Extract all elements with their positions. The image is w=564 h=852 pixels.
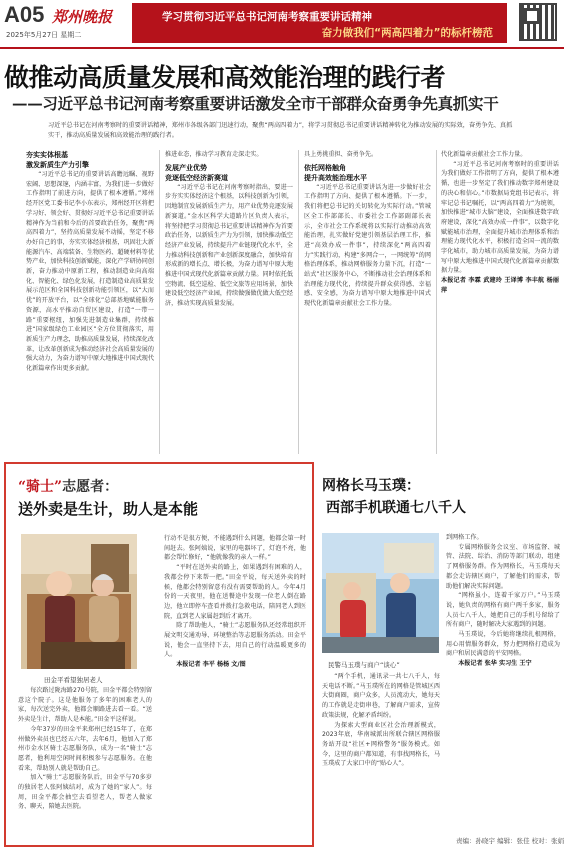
paragraph: 为探索大型商业区社会治理新模式，2023年底，华南城派出所联合辖区网格服务站开设“社区+网格警务”服务模式。如今，这里的商户都知道，有事找网格长，马玉璞成了大家口中的“贴心人”。: [322, 721, 440, 768]
article-column-4: [441, 150, 559, 456]
section-heading: 竞逐低空经济新赛道: [165, 173, 228, 182]
paragraph: 代化新篇章贡献社会工作力量。: [441, 151, 527, 158]
photo-illustration: [21, 534, 137, 669]
article-column-3: [304, 150, 431, 456]
story-column-2: [446, 533, 560, 833]
qr-code-icon[interactable]: [519, 3, 557, 41]
paragraph: 推进业态，推动学习教育走深走实。: [165, 151, 263, 158]
masthead: [0, 0, 564, 46]
page-subheadline: ——习近平总书记河南考察重要讲话激发全市干部群众奋勇争先真抓实干: [12, 94, 499, 113]
paragraph: “习近平总书记在河南考察时指出，要进一步夯实实体经济这个根基，以科技创新为引领，因地制宜发展新质生产力，用产业优势竞逐发展新赛道。”金水区科学大道路片区负责人表示，将坚持把学习贯彻总书记重要讲话精神作为首要政治任务，以新质生产力为引领，加快推动低空经济产业发展，持续提升产业链现代化水平，全力推动科技创新和产业创新深度融合，加快培育形成新的增长点、增长极，为奋力谱写中原大地推进中国式现代化新篇章贡献力量。同时依托低空物流、低空巡检、低空文旅等应用场景，加快建设低空经济产业园，持续做强做优做大低空经济，推动实现高质量发展。: [165, 183, 293, 308]
column-divider: [436, 150, 437, 454]
paragraph: “平时在送外卖的路上，如果遇到有困难的人，我都会停下来帮一把。”田金平说，每天送外卖的时候，他都会特别留意有没有需要帮助的人。今年4月份的一天夜里，他在送餐途中发现一位老人倒在路边，他立即停车查看并拨打急救电话，陪同老人到医院，直到老人家属赶到后才离开。: [164, 564, 306, 620]
grid-leader-photo: [322, 533, 439, 653]
banner-line-2: 奋力做我们“两高四着力”的标杆榜范: [321, 27, 493, 39]
photo-illustration: [322, 533, 439, 653]
byline: 本报记者 张华 实习生 王宁: [458, 660, 532, 668]
section-heading: 夯实实体根基: [26, 151, 68, 159]
section-heading: 激发新质生产力引擎: [26, 161, 89, 169]
paragraph: 除了帮助他人，“骑士”志愿服务队还经常组织开展文明交通劝导、环境整治等志愿服务活动。田金平说，他会一直坚持下去，用自己的行动温暖更多的人。: [164, 622, 306, 659]
section-heading: 发展产业优势: [165, 163, 207, 172]
section-heading: 依托网格触角: [304, 163, 346, 172]
paragraph: “习近平总书记重要讲话为进一步做好社会工作指明了方向、提供了根本遵循。下一步，我们将把总书记的关切转化为实际行动。”管城区全工作部部长、市委社会工作部副部长表示，全市社会工作系统将以实际行动推动高效能治理，扎实做好党建引领基层治理工作，推进“高效办成一件事”，持续深化“两高四着力”实践行动，构建“多网合一，一网统筹”的网格治理体系，推动网格服务力量下沉，打造“一站式”社区服务中心，不断推动社会治理体系和治理能力现代化，持续提升群众获得感、幸福感、安全感，为奋力谱写中原大地推进中国式现代化新篇章贡献社会工作力量。: [304, 183, 431, 308]
story-column-2: [164, 534, 306, 844]
banner-line-1: 学习贯彻习近平总书记河南考察重要讲话精神: [162, 11, 372, 23]
editor-credits: 责编：孙晓宇 编辑：张佳 校对：张娟: [456, 837, 564, 845]
paragraph: 专属网格服务会议室、市场监督、城管、法院、综治、消防等部门联动，组建了网格服务群。作为网格长，马玉璞每天都会走访辖区商户，了解他们的需求，帮助他们解决实际问题。: [446, 543, 560, 590]
masthead-rule: [0, 47, 564, 49]
page-number: A05: [4, 2, 45, 27]
paragraph: 行动不是很方便，不能遇到什么问题，他都会第一时间赶去。张阿姨说，家里的电器坏了，灯泡不亮，他都会帮忙修好，“他就像我的亲人一样。”: [164, 535, 306, 562]
paragraph: “习近平总书记河南考察时的重要讲话为我们做好工作指明了方向，提供了根本遵循，也进一步坚定了我们推动数字郑州建设的决心和信心。”市数据局党组书记表示，将牢记总书记嘱托，以“两高四着力”为统领，加快推进“城市大脑”建设，全面推进数字政府建设，深化“高效办成一件事”，以数字化赋能城市治理，全面提升城市治理体系和治理能力现代化水平，积极打造全国一流的数字化城市，助力城市高质量发展，为奋力谱写中原大地推进中国式现代化新篇章贡献数据力量。: [441, 160, 559, 275]
story-kicker: [18, 476, 118, 496]
paragraph: 加入“骑士”志愿服务队后，田金平与70多岁的独居老人张阿姨结对，成为了她的“家人”。每周，田金平都会抽空去看望老人，帮老人做家务、聊天，陪她去医院。: [18, 774, 152, 811]
paragraph: 每次路过陇海路270号院，田金平都会特别留意这个院子。这是他服务了多年的困难老人的家，每次送完外卖，他都会顺路进去看一看。“送外卖是生计，帮助人是本能。”田金平这样说。: [18, 687, 152, 724]
page-headline: 做推动高质量发展和高效能治理的践行者: [4, 63, 446, 92]
lead-paragraph: 习近平总书记在河南考察时的重要讲话精神，郑州市各级各部门迅速行动，聚焦“两高四着力”，将学习贯彻总书记重要讲话精神转化为推动发展的实际效，奋勇争先、真抓实干，推动高质量发展和高效能治理的践行者。: [48, 122, 513, 139]
byline: 本报记者 李平 杨杨 文/图: [176, 661, 246, 669]
article-column-2: [165, 150, 293, 456]
paragraph: “习近平总书记的重要讲话高瞻远瞩、视野宏阔、思想深邃，内涵丰富，为我们进一步做好工作指明了前进方向，提供了根本遵循。”郑州经开区党工委书记李小东表示，郑州经开区将把学习好、领会好、贯彻好习近平总书记重要讲话精神作为当前和今后的首要政治任务，聚焦“两高四着力”，坚持高质量发展不动摇，坚定不移办好自己的事，夯实实体经济根基，巩固壮大新能源汽车、高端装备、生物医药、超硬材料等优势产业，加快科技创新赋能，深化产学研协同创新，奋力推动中原新工程，推动制造业向高端化、智能化、绿色化发展，打造制造业高质量发展示范区和全国科技创新功能引领区，以“大而优”的开放平台，以“全球化”总部基地赋能服务资源，高水平推动自贸区建设，打造“一带一路”重要枢纽，加强先进制造业集群，持续推进“国家级绿色工业园区”全方位贯彻落实，用新质生产力理念，助推高质量发展，持续深化改革，让改革创新成为推动经济社会高质量发展的强大动力，为奋力谱写中原大地推进中国式现代化新篇章作出更多贡献。: [26, 171, 154, 373]
story-column-1: [18, 686, 152, 844]
story-title: 西部手机联通七八千人: [326, 500, 466, 516]
paragraph: “两个手机，通讯录一共七八千人，每天电话不断。”马玉璞所在的网格是管城区西大街商圈，商户众多，人员流动大，她每天的工作就是走街串巷，了解商户需求，宣传政策法规，化解矛盾纠纷。: [322, 673, 440, 719]
paragraph: 到网格工作。: [446, 534, 483, 541]
story-rider-volunteer: [4, 462, 314, 847]
paragraph: “网格虽小，连着千家万户。”马玉璞说，她负责的网格有商户两千多家，服务人员七八千人，她把自己的手机号留给了所有商户，随时解决大家遇到的问题。: [446, 592, 560, 629]
column-divider: [298, 150, 299, 454]
kicker-rest: 志愿者：: [62, 479, 119, 495]
paragraph: 马玉璞说，今后她将继续扎根网格，用心用情服务群众，努力把网格打造成为商户和居民满意的平安网格。: [446, 631, 560, 658]
story-title: 送外卖是生计，助人是本能: [18, 500, 199, 518]
section-heading: 提升高效能治理水平: [304, 173, 367, 182]
newspaper-logo: 郑州晚报: [52, 8, 113, 26]
theme-banner: [132, 3, 507, 43]
photo-caption: 田金平看望独居老人: [44, 676, 103, 684]
volunteer-photo: [21, 534, 137, 669]
column-divider: [159, 150, 160, 454]
paragraph: 具上勇挑重担、奋勇争先。: [304, 151, 378, 158]
kicker-quote: “骑士”: [18, 479, 63, 495]
issue-date: 2025年5月27日 星期二: [6, 31, 82, 39]
byline: 本报记者 李霖 武建玲 王译博 李丰航 杨丽萍: [441, 277, 559, 294]
story-kicker: 网格长马玉璞：: [322, 478, 420, 494]
story-column-1: [322, 672, 440, 832]
photo-caption: 民警马玉璞与商户“谈心”: [328, 661, 400, 669]
paragraph: 今年37岁的田金平来郑州已经15年了，在郑州做外卖员也已经五六年，去年6月，他加入了郑州市金水区骑士志愿服务队，成为一名“骑士”志愿者，他利用空闲时间积极参与志愿服务。在他看来，帮助别人就是帮助自己。: [18, 725, 152, 772]
article-column-1: [26, 150, 154, 456]
